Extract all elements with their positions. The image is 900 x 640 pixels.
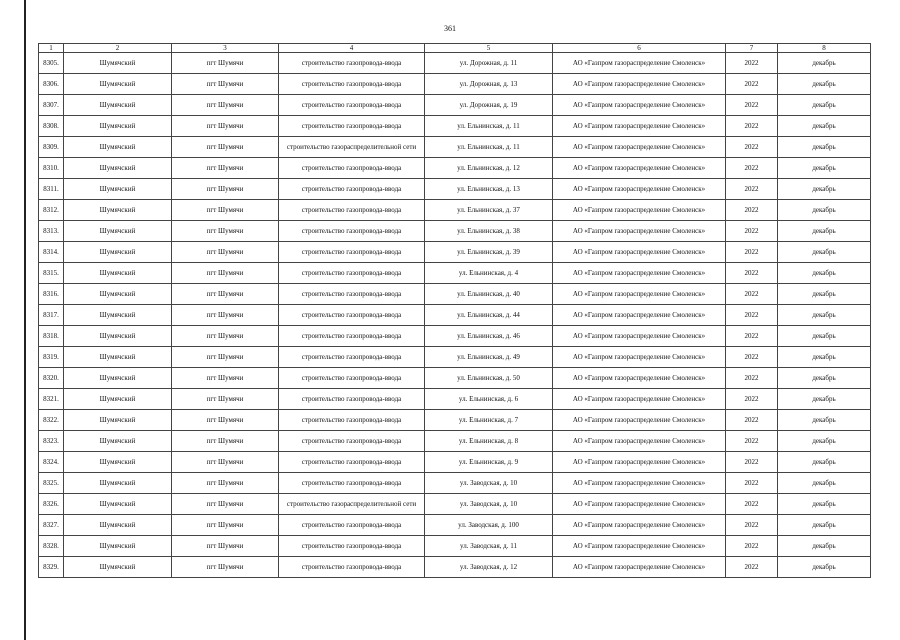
settlement-cell: пгт Шумячи bbox=[172, 557, 279, 578]
row-number: 8317. bbox=[39, 305, 64, 326]
work-type-cell: строительство газопровода-ввода bbox=[279, 473, 425, 494]
district-cell: Шумячский bbox=[64, 452, 172, 473]
district-cell: Шумячский bbox=[64, 410, 172, 431]
address-cell: ул. Ельнинская, д. 9 bbox=[425, 452, 553, 473]
organization-cell: АО «Газпром газораспределение Смоленск» bbox=[553, 242, 726, 263]
organization-cell: АО «Газпром газораспределение Смоленск» bbox=[553, 431, 726, 452]
year-cell: 2022 bbox=[726, 389, 778, 410]
address-cell: ул. Ельнинская, д. 39 bbox=[425, 242, 553, 263]
organization-cell: АО «Газпром газораспределение Смоленск» bbox=[553, 116, 726, 137]
district-cell: Шумячский bbox=[64, 515, 172, 536]
settlement-cell: пгт Шумячи bbox=[172, 494, 279, 515]
table-row bbox=[39, 53, 871, 74]
row-number: 8316. bbox=[39, 284, 64, 305]
address-cell: ул. Дорожная, д. 11 bbox=[425, 53, 553, 74]
table-row bbox=[39, 200, 871, 221]
work-type-cell: строительство газопровода-ввода bbox=[279, 263, 425, 284]
settlement-cell: пгт Шумячи bbox=[172, 347, 279, 368]
row-number: 8312. bbox=[39, 200, 64, 221]
work-type-cell: строительство газораспределительной сети bbox=[279, 137, 425, 158]
settlement-cell: пгт Шумячи bbox=[172, 473, 279, 494]
table-row bbox=[39, 557, 871, 578]
row-number: 8325. bbox=[39, 473, 64, 494]
column-header-7: 7 bbox=[726, 44, 778, 53]
work-type-cell: строительство газопровода-ввода bbox=[279, 305, 425, 326]
month-cell: декабрь bbox=[778, 347, 871, 368]
address-cell: ул. Ельнинская, д. 40 bbox=[425, 284, 553, 305]
address-cell: ул. Заводская, д. 10 bbox=[425, 473, 553, 494]
year-cell: 2022 bbox=[726, 305, 778, 326]
district-cell: Шумячский bbox=[64, 305, 172, 326]
month-cell: декабрь bbox=[778, 242, 871, 263]
table-row bbox=[39, 284, 871, 305]
organization-cell: АО «Газпром газораспределение Смоленск» bbox=[553, 494, 726, 515]
organization-cell: АО «Газпром газораспределение Смоленск» bbox=[553, 221, 726, 242]
address-cell: ул. Ельнинская, д. 37 bbox=[425, 200, 553, 221]
address-cell: ул. Ельнинская, д. 46 bbox=[425, 326, 553, 347]
row-number: 8329. bbox=[39, 557, 64, 578]
year-cell: 2022 bbox=[726, 53, 778, 74]
address-cell: ул. Ельнинская, д. 7 bbox=[425, 410, 553, 431]
work-type-cell: строительство газопровода-ввода bbox=[279, 389, 425, 410]
table-row bbox=[39, 536, 871, 557]
month-cell: декабрь bbox=[778, 305, 871, 326]
row-number: 8327. bbox=[39, 515, 64, 536]
month-cell: декабрь bbox=[778, 263, 871, 284]
column-header-2: 2 bbox=[64, 44, 172, 53]
address-cell: ул. Заводская, д. 12 bbox=[425, 557, 553, 578]
year-cell: 2022 bbox=[726, 347, 778, 368]
year-cell: 2022 bbox=[726, 284, 778, 305]
year-cell: 2022 bbox=[726, 200, 778, 221]
district-cell: Шумячский bbox=[64, 53, 172, 74]
row-number: 8320. bbox=[39, 368, 64, 389]
year-cell: 2022 bbox=[726, 557, 778, 578]
organization-cell: АО «Газпром газораспределение Смоленск» bbox=[553, 263, 726, 284]
organization-cell: АО «Газпром газораспределение Смоленск» bbox=[553, 368, 726, 389]
month-cell: декабрь bbox=[778, 494, 871, 515]
row-number: 8328. bbox=[39, 536, 64, 557]
row-number: 8309. bbox=[39, 137, 64, 158]
month-cell: декабрь bbox=[778, 473, 871, 494]
district-cell: Шумячский bbox=[64, 137, 172, 158]
settlement-cell: пгт Шумячи bbox=[172, 242, 279, 263]
settlement-cell: пгт Шумячи bbox=[172, 95, 279, 116]
work-type-cell: строительство газопровода-ввода bbox=[279, 326, 425, 347]
month-cell: декабрь bbox=[778, 221, 871, 242]
month-cell: декабрь bbox=[778, 137, 871, 158]
work-type-cell: строительство газопровода-ввода bbox=[279, 347, 425, 368]
address-cell: ул. Ельнинская, д. 11 bbox=[425, 137, 553, 158]
organization-cell: АО «Газпром газораспределение Смоленск» bbox=[553, 53, 726, 74]
table-row bbox=[39, 368, 871, 389]
year-cell: 2022 bbox=[726, 158, 778, 179]
table-row bbox=[39, 137, 871, 158]
settlement-cell: пгт Шумячи bbox=[172, 431, 279, 452]
year-cell: 2022 bbox=[726, 116, 778, 137]
settlement-cell: пгт Шумячи bbox=[172, 158, 279, 179]
work-type-cell: строительство газопровода-ввода bbox=[279, 368, 425, 389]
work-type-cell: строительство газопровода-ввода bbox=[279, 179, 425, 200]
address-cell: ул. Дорожная, д. 13 bbox=[425, 74, 553, 95]
address-cell: ул. Ельнинская, д. 11 bbox=[425, 116, 553, 137]
year-cell: 2022 bbox=[726, 179, 778, 200]
year-cell: 2022 bbox=[726, 74, 778, 95]
address-cell: ул. Ельнинская, д. 44 bbox=[425, 305, 553, 326]
column-number-header-row bbox=[39, 44, 871, 53]
column-header-4: 4 bbox=[279, 44, 425, 53]
table-row bbox=[39, 74, 871, 95]
district-cell: Шумячский bbox=[64, 179, 172, 200]
work-type-cell: строительство газораспределительной сети bbox=[279, 494, 425, 515]
register-table bbox=[38, 43, 871, 578]
row-number: 8314. bbox=[39, 242, 64, 263]
table-row bbox=[39, 263, 871, 284]
organization-cell: АО «Газпром газораспределение Смоленск» bbox=[553, 74, 726, 95]
row-number: 8315. bbox=[39, 263, 64, 284]
year-cell: 2022 bbox=[726, 242, 778, 263]
table-row bbox=[39, 179, 871, 200]
row-number: 8323. bbox=[39, 431, 64, 452]
settlement-cell: пгт Шумячи bbox=[172, 284, 279, 305]
settlement-cell: пгт Шумячи bbox=[172, 74, 279, 95]
organization-cell: АО «Газпром газораспределение Смоленск» bbox=[553, 158, 726, 179]
work-type-cell: строительство газопровода-ввода bbox=[279, 452, 425, 473]
district-cell: Шумячский bbox=[64, 389, 172, 410]
address-cell: ул. Ельнинская, д. 4 bbox=[425, 263, 553, 284]
address-cell: ул. Заводская, д. 100 bbox=[425, 515, 553, 536]
work-type-cell: строительство газопровода-ввода bbox=[279, 284, 425, 305]
year-cell: 2022 bbox=[726, 431, 778, 452]
month-cell: декабрь bbox=[778, 557, 871, 578]
month-cell: декабрь bbox=[778, 452, 871, 473]
settlement-cell: пгт Шумячи bbox=[172, 200, 279, 221]
work-type-cell: строительство газопровода-ввода bbox=[279, 242, 425, 263]
settlement-cell: пгт Шумячи bbox=[172, 326, 279, 347]
district-cell: Шумячский bbox=[64, 74, 172, 95]
work-type-cell: строительство газопровода-ввода bbox=[279, 431, 425, 452]
organization-cell: АО «Газпром газораспределение Смоленск» bbox=[553, 284, 726, 305]
organization-cell: АО «Газпром газораспределение Смоленск» bbox=[553, 452, 726, 473]
settlement-cell: пгт Шумячи bbox=[172, 116, 279, 137]
table-row bbox=[39, 431, 871, 452]
row-number: 8307. bbox=[39, 95, 64, 116]
table-row bbox=[39, 494, 871, 515]
row-number: 8310. bbox=[39, 158, 64, 179]
year-cell: 2022 bbox=[726, 221, 778, 242]
organization-cell: АО «Газпром газораспределение Смоленск» bbox=[553, 557, 726, 578]
organization-cell: АО «Газпром газораспределение Смоленск» bbox=[553, 347, 726, 368]
district-cell: Шумячский bbox=[64, 284, 172, 305]
year-cell: 2022 bbox=[726, 326, 778, 347]
month-cell: декабрь bbox=[778, 53, 871, 74]
table-row bbox=[39, 326, 871, 347]
row-number: 8305. bbox=[39, 53, 64, 74]
settlement-cell: пгт Шумячи bbox=[172, 389, 279, 410]
district-cell: Шумячский bbox=[64, 221, 172, 242]
row-number: 8321. bbox=[39, 389, 64, 410]
district-cell: Шумячский bbox=[64, 200, 172, 221]
settlement-cell: пгт Шумячи bbox=[172, 305, 279, 326]
month-cell: декабрь bbox=[778, 431, 871, 452]
month-cell: декабрь bbox=[778, 368, 871, 389]
year-cell: 2022 bbox=[726, 410, 778, 431]
row-number: 8326. bbox=[39, 494, 64, 515]
year-cell: 2022 bbox=[726, 263, 778, 284]
column-header-6: 6 bbox=[553, 44, 726, 53]
month-cell: декабрь bbox=[778, 179, 871, 200]
work-type-cell: строительство газопровода-ввода bbox=[279, 410, 425, 431]
table-row bbox=[39, 452, 871, 473]
address-cell: ул. Ельнинская, д. 12 bbox=[425, 158, 553, 179]
district-cell: Шумячский bbox=[64, 158, 172, 179]
month-cell: декабрь bbox=[778, 95, 871, 116]
settlement-cell: пгт Шумячи bbox=[172, 368, 279, 389]
page-left-edge-line bbox=[24, 0, 26, 640]
organization-cell: АО «Газпром газораспределение Смоленск» bbox=[553, 473, 726, 494]
work-type-cell: строительство газопровода-ввода bbox=[279, 515, 425, 536]
month-cell: декабрь bbox=[778, 515, 871, 536]
table-row bbox=[39, 221, 871, 242]
organization-cell: АО «Газпром газораспределение Смоленск» bbox=[553, 200, 726, 221]
table-row bbox=[39, 95, 871, 116]
district-cell: Шумячский bbox=[64, 431, 172, 452]
address-cell: ул. Дорожная, д. 19 bbox=[425, 95, 553, 116]
organization-cell: АО «Газпром газораспределение Смоленск» bbox=[553, 536, 726, 557]
settlement-cell: пгт Шумячи bbox=[172, 263, 279, 284]
year-cell: 2022 bbox=[726, 473, 778, 494]
address-cell: ул. Ельнинская, д. 38 bbox=[425, 221, 553, 242]
table-row bbox=[39, 116, 871, 137]
organization-cell: АО «Газпром газораспределение Смоленск» bbox=[553, 137, 726, 158]
year-cell: 2022 bbox=[726, 515, 778, 536]
year-cell: 2022 bbox=[726, 368, 778, 389]
address-cell: ул. Ельнинская, д. 50 bbox=[425, 368, 553, 389]
work-type-cell: строительство газопровода-ввода bbox=[279, 557, 425, 578]
month-cell: декабрь bbox=[778, 200, 871, 221]
settlement-cell: пгт Шумячи bbox=[172, 536, 279, 557]
organization-cell: АО «Газпром газораспределение Смоленск» bbox=[553, 95, 726, 116]
address-cell: ул. Ельнинская, д. 8 bbox=[425, 431, 553, 452]
work-type-cell: строительство газопровода-ввода bbox=[279, 116, 425, 137]
settlement-cell: пгт Шумячи bbox=[172, 137, 279, 158]
work-type-cell: строительство газопровода-ввода bbox=[279, 158, 425, 179]
table-row bbox=[39, 515, 871, 536]
settlement-cell: пгт Шумячи bbox=[172, 452, 279, 473]
address-cell: ул. Ельнинская, д. 6 bbox=[425, 389, 553, 410]
organization-cell: АО «Газпром газораспределение Смоленск» bbox=[553, 410, 726, 431]
district-cell: Шумячский bbox=[64, 95, 172, 116]
settlement-cell: пгт Шумячи bbox=[172, 221, 279, 242]
district-cell: Шумячский bbox=[64, 116, 172, 137]
district-cell: Шумячский bbox=[64, 368, 172, 389]
table-row bbox=[39, 473, 871, 494]
settlement-cell: пгт Шумячи bbox=[172, 515, 279, 536]
settlement-cell: пгт Шумячи bbox=[172, 179, 279, 200]
table-row bbox=[39, 242, 871, 263]
address-cell: ул. Ельнинская, д. 49 bbox=[425, 347, 553, 368]
settlement-cell: пгт Шумячи bbox=[172, 53, 279, 74]
row-number: 8324. bbox=[39, 452, 64, 473]
work-type-cell: строительство газопровода-ввода bbox=[279, 53, 425, 74]
row-number: 8306. bbox=[39, 74, 64, 95]
year-cell: 2022 bbox=[726, 95, 778, 116]
month-cell: декабрь bbox=[778, 284, 871, 305]
district-cell: Шумячский bbox=[64, 473, 172, 494]
organization-cell: АО «Газпром газораспределение Смоленск» bbox=[553, 389, 726, 410]
row-number: 8322. bbox=[39, 410, 64, 431]
register-table-body bbox=[39, 53, 871, 578]
column-header-8: 8 bbox=[778, 44, 871, 53]
month-cell: декабрь bbox=[778, 158, 871, 179]
month-cell: декабрь bbox=[778, 389, 871, 410]
address-cell: ул. Заводская, д. 11 bbox=[425, 536, 553, 557]
district-cell: Шумячский bbox=[64, 494, 172, 515]
row-number: 8311. bbox=[39, 179, 64, 200]
year-cell: 2022 bbox=[726, 452, 778, 473]
column-header-5: 5 bbox=[425, 44, 553, 53]
year-cell: 2022 bbox=[726, 494, 778, 515]
district-cell: Шумячский bbox=[64, 263, 172, 284]
organization-cell: АО «Газпром газораспределение Смоленск» bbox=[553, 326, 726, 347]
year-cell: 2022 bbox=[726, 137, 778, 158]
address-cell: ул. Заводская, д. 10 bbox=[425, 494, 553, 515]
month-cell: декабрь bbox=[778, 116, 871, 137]
row-number: 8313. bbox=[39, 221, 64, 242]
table-row bbox=[39, 410, 871, 431]
table-row bbox=[39, 305, 871, 326]
month-cell: декабрь bbox=[778, 74, 871, 95]
work-type-cell: строительство газопровода-ввода bbox=[279, 536, 425, 557]
district-cell: Шумячский bbox=[64, 536, 172, 557]
organization-cell: АО «Газпром газораспределение Смоленск» bbox=[553, 305, 726, 326]
work-type-cell: строительство газопровода-ввода bbox=[279, 95, 425, 116]
column-header-1: 1 bbox=[39, 44, 64, 53]
year-cell: 2022 bbox=[726, 536, 778, 557]
organization-cell: АО «Газпром газораспределение Смоленск» bbox=[553, 179, 726, 200]
work-type-cell: строительство газопровода-ввода bbox=[279, 74, 425, 95]
row-number: 8308. bbox=[39, 116, 64, 137]
work-type-cell: строительство газопровода-ввода bbox=[279, 200, 425, 221]
table-row bbox=[39, 389, 871, 410]
district-cell: Шумячский bbox=[64, 326, 172, 347]
district-cell: Шумячский bbox=[64, 242, 172, 263]
organization-cell: АО «Газпром газораспределение Смоленск» bbox=[553, 515, 726, 536]
work-type-cell: строительство газопровода-ввода bbox=[279, 221, 425, 242]
settlement-cell: пгт Шумячи bbox=[172, 410, 279, 431]
district-cell: Шумячский bbox=[64, 557, 172, 578]
district-cell: Шумячский bbox=[64, 347, 172, 368]
column-header-3: 3 bbox=[172, 44, 279, 53]
month-cell: декабрь bbox=[778, 536, 871, 557]
address-cell: ул. Ельнинская, д. 13 bbox=[425, 179, 553, 200]
row-number: 8318. bbox=[39, 326, 64, 347]
row-number: 8319. bbox=[39, 347, 64, 368]
month-cell: декабрь bbox=[778, 410, 871, 431]
table-row bbox=[39, 347, 871, 368]
page-number: 361 bbox=[444, 24, 456, 33]
table-row bbox=[39, 158, 871, 179]
month-cell: декабрь bbox=[778, 326, 871, 347]
